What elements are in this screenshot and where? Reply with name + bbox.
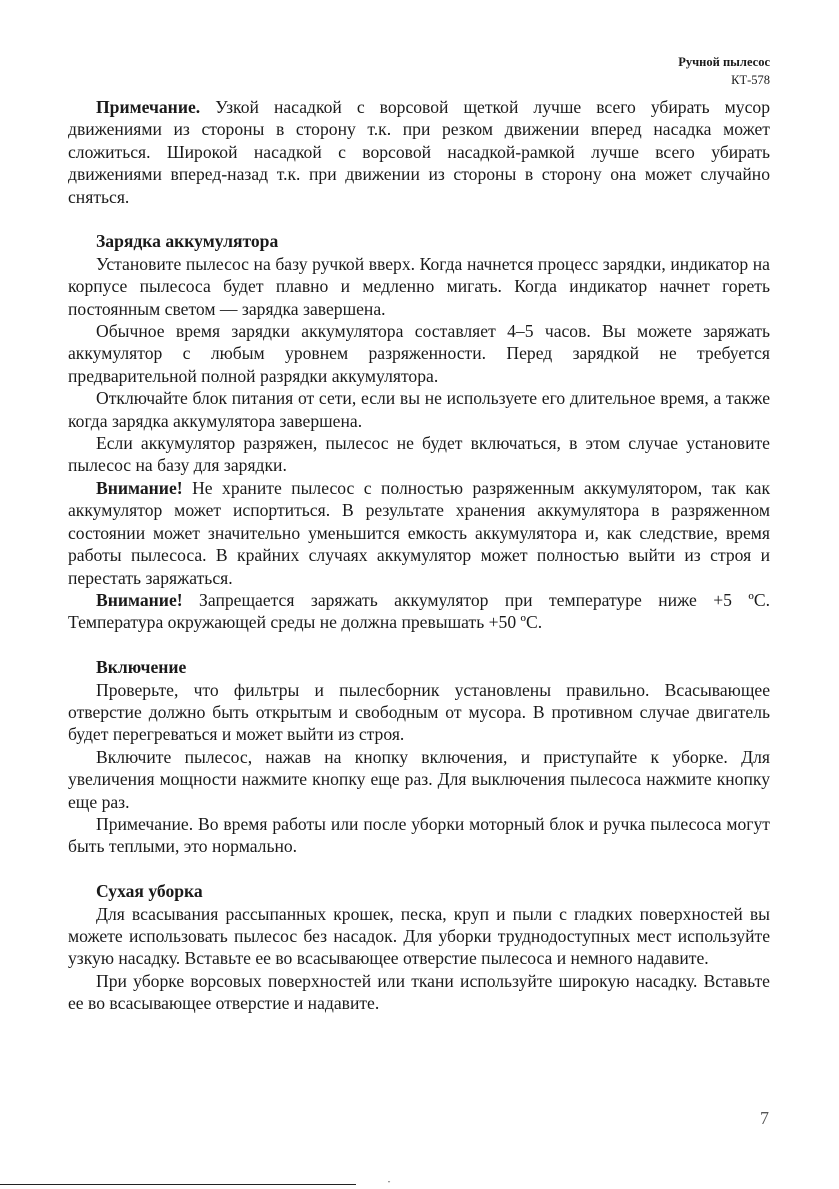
running-header: [678, 53, 770, 89]
footer-rule: [0, 1184, 356, 1185]
header-model: КТ-578: [731, 73, 770, 87]
warning-label: Внимание!: [96, 477, 183, 498]
dry-cleaning-paragraph-1: Для всасывания рассыпанных крошек, песка, круп и пыли с гладких поверхностей вы можете использовать пылесос без насадок. Для уборки труднодоступных мест используйте узкую насадку. Вставьте ее во всасывающее отверстие пылесоса и немного надавите.: [68, 903, 770, 969]
power-on-paragraph-3: Примечание. Во время работы или после уборки моторный блок и ручка пылесоса могут быть теплыми, это нормально.: [68, 813, 770, 857]
warning-text: Не храните пылесос с полностью разряженным аккумулятором, так как аккумулятор может испортиться. В результате хранения аккумулятора в разряженном состоянии может значительно уменьшится емкость аккумулятора и, как следствие, время работы пылесоса. В крайних случаях аккумулятор может полностью выйти из строя и перестать заряжаться.: [68, 477, 770, 588]
page-number: 7: [760, 1108, 769, 1128]
section-heading-dry-cleaning: Сухая уборка: [96, 881, 203, 902]
power-on-paragraph-1: Проверьте, что фильтры и пылесборник установлены правильно. Всасывающее отверстие должно быть открытым и свободным от мусора. В противном случае двигатель будет перегреваться и может выйти из строя.: [68, 679, 770, 745]
note-text: Узкой насадкой с ворсовой щеткой лучше всего убирать мусор движениями из стороны в сторону т.к. при резком движении вперед насадка может сложиться. Широкой насадкой с ворсовой насадкой-рамкой лучше всего убирать движениями вперед-назад т.к. при движении из стороны в сторону она может случайно сняться.: [68, 97, 770, 207]
section-heading-charging: Зарядка аккумулятора: [96, 231, 279, 252]
warning-text: Запрещается заряжать аккумулятор при температуре ниже +5 ºC. Температура окружающей среды не должна превышать +50 ºC.: [68, 589, 770, 633]
dry-cleaning-paragraph-2: При уборке ворсовых поверхностей или ткани используйте широкую насадку. Вставьте ее во всасывающее отверстие и надавите.: [68, 970, 770, 1014]
charging-warning-1: [68, 477, 770, 589]
charging-paragraph-1: Установите пылесос на базу ручкой вверх. Когда начнется процесс зарядки, индикатор на корпусе пылесоса будет плавно и медленно мигать. Когда индикатор начнет гореть постоянным светом — зарядка завершена.: [68, 253, 770, 319]
charging-paragraph-2: Обычное время зарядки аккумулятора составляет 4–5 часов. Вы можете заряжать аккумулятор с любым уровнем разряженности. Перед зарядкой не требуется предварительной полной разрядки аккумулятора.: [68, 321, 770, 386]
note-paragraph: [68, 96, 770, 208]
note-label: Примечание.: [96, 97, 201, 117]
charging-paragraph-4: Если аккумулятор разряжен, пылесос не будет включаться, в этом случае установите пылесос на базу для зарядки.: [68, 433, 770, 476]
header-title: Ручной пылесос: [678, 55, 770, 69]
power-on-paragraph-2: Включите пылесос, нажав на кнопку включения, и приступайте к уборке. Для увеличения мощности нажмите кнопку еще раз. Для выключения пылесоса нажмите кнопку еще раз.: [68, 746, 770, 812]
footer-mark: ": [388, 1181, 391, 1187]
charging-paragraph-3: Отключайте блок питания от сети, если вы не используете его длительное время, а также когда зарядка аккумулятора завершена.: [68, 388, 770, 431]
document-body: [68, 96, 770, 1015]
section-heading-power-on: Включение: [96, 657, 187, 678]
warning-label: Внимание!: [96, 589, 183, 610]
charging-warning-2: [68, 589, 770, 634]
